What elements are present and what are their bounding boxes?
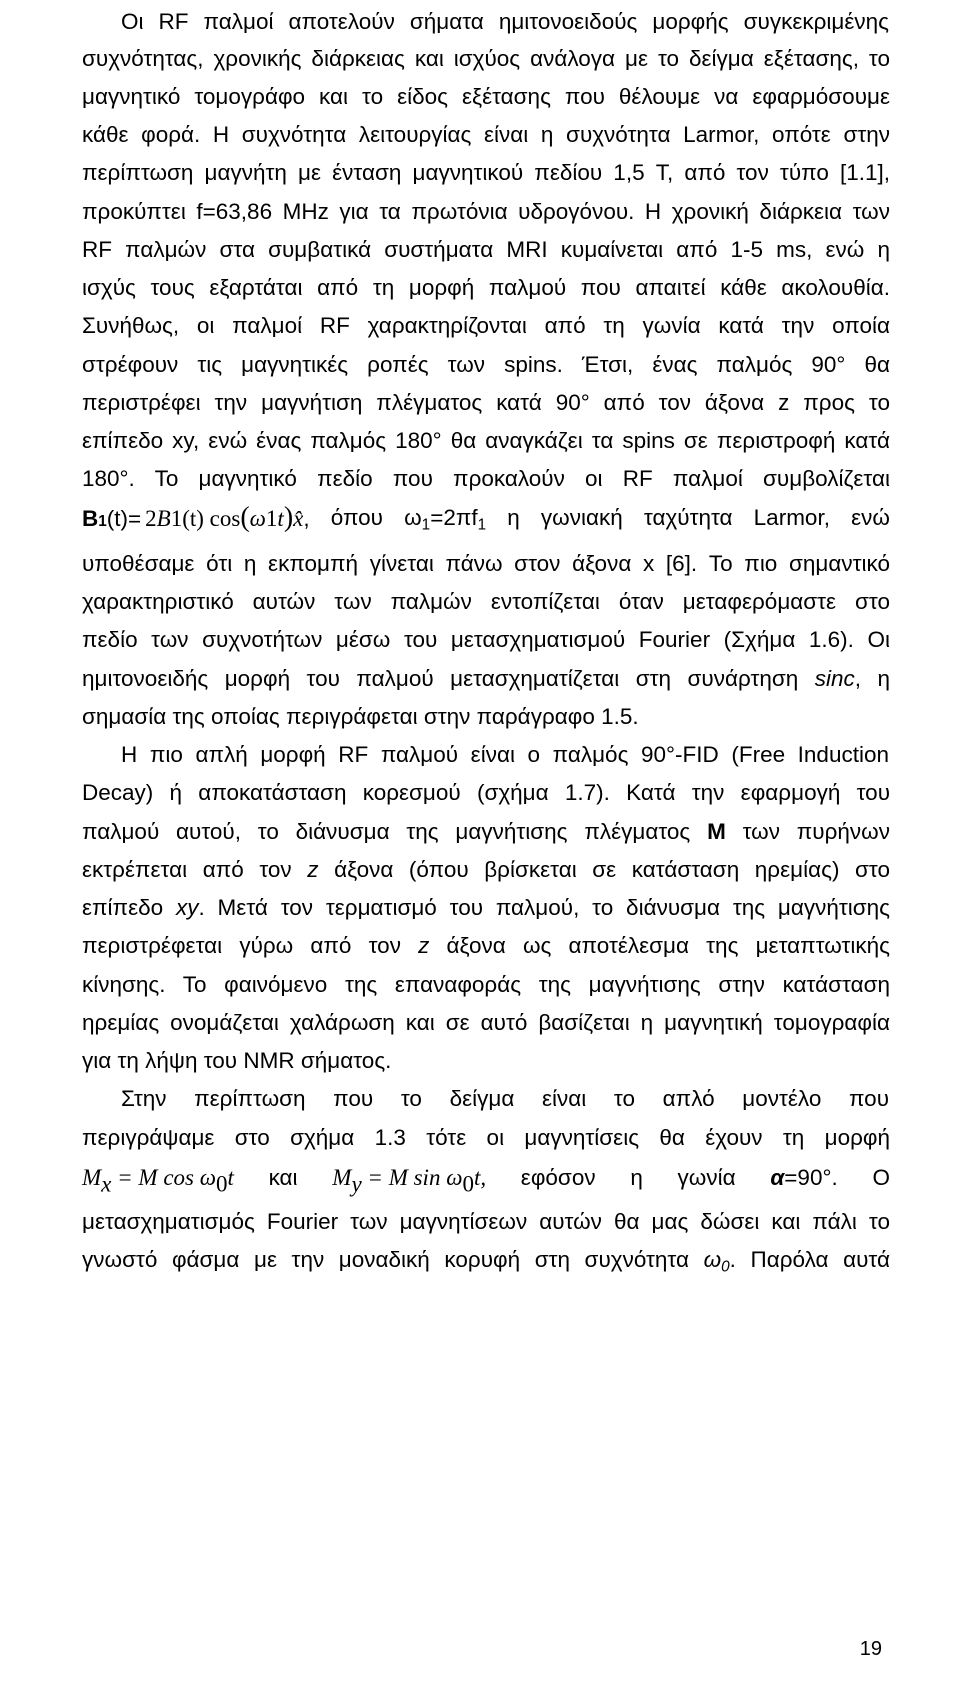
- text-line: εκτρέπεται από τον z άξονα (όπου βρίσκεται σε κατάσταση ηρεμίας) στο: [82, 857, 890, 882]
- formula-line-b1: [82, 498, 890, 538]
- text-line: προκύπτει f=63,86 MHz για τα πρωτόνια υδρογόνου. Η χρονική διάρκεια των: [82, 199, 890, 224]
- text-word: γωνιακή: [540, 505, 623, 530]
- text-line: Συνήθως, οι παλμοί RF χαρακτηρίζονται από τη γωνία κατά την οποία: [82, 313, 890, 338]
- mx-formula: $M_x = M$ $\cos \omega_0t$: [82, 1165, 234, 1197]
- text-line: γνωστό φάσμα με την μοναδική κορυφή στη συχνότητα $\omega_0$. Παρόλα αυτά: [82, 1247, 890, 1276]
- text-word: ενώ: [851, 505, 890, 530]
- text-word: η: [507, 505, 520, 530]
- text-line: RF παλμών στα συμβατικά συστήματα MRI κυμαίνεται από 1-5 ms, ενώ η: [82, 237, 890, 262]
- text-line: Η πιο απλή μορφή RF παλμού είναι ο παλμός 90°-FID (Free Induction: [121, 742, 889, 767]
- alpha-value: α=90°.: [770, 1165, 838, 1190]
- text-word: όπου: [330, 505, 383, 530]
- text-line: επίπεδο xy. Μετά τον τερματισμό του παλμού, το διάνυσμα της μαγνήτισης: [82, 895, 890, 920]
- text-word: η: [630, 1165, 643, 1190]
- text-line: κάθε φορά. Η συχνότητα λειτουργίας είναι η συχνότητα Larmor, οπότε στην: [82, 122, 890, 147]
- text-line: περιγράψαμε στο σχήμα 1.3 τότε οι μαγνητίσεις θα έχουν τη μορφή: [82, 1125, 890, 1150]
- text-line: μετασχηματισμός Fourier των μαγνητίσεων αυτών θα μας δώσει και πάλι το: [82, 1209, 890, 1234]
- formula-line-mxy: [82, 1158, 890, 1198]
- text-line: μαγνητικό τομογράφο και το είδος εξέτασης που θέλουμε να εφαρμόσουμε: [82, 84, 890, 109]
- text-line: πεδίο των συχνοτήτων μέσω του μετασχηματισμού Fourier (Σχήμα 1.6). Οι: [82, 627, 890, 652]
- text-line: ισχύς τους εξαρτάται από τη μορφή παλμού που απαιτεί κάθε ακολουθία.: [82, 275, 890, 300]
- text-line: ηρεμίας ονομάζεται χαλάρωση και σε αυτό βασίζεται η μαγνητική τομογραφία: [82, 1010, 890, 1035]
- text-line: περίπτωση μαγνήτη με ένταση μαγνητικού πεδίου 1,5 T, από τον τύπο [1.1],: [82, 160, 890, 185]
- my-formula: $M_y = M$ $\sin \omega_0t$,: [332, 1165, 487, 1197]
- text-word: γωνία: [677, 1165, 736, 1190]
- text-word: εφόσον: [520, 1165, 596, 1190]
- text-line: υποθέσαμε ότι η εκπομπή γίνεται πάνω στον άξονα x [6]. Το πιο σημαντικό: [82, 551, 890, 576]
- text-word: Larmor,: [753, 505, 830, 530]
- text-line: χαρακτηριστικό αυτών των παλμών εντοπίζεται όταν μεταφερόμαστε στο: [82, 589, 890, 614]
- text-line: παλμού αυτού, το διάνυσμα της μαγνήτισης πλέγματος M των πυρήνων: [82, 819, 890, 844]
- text-line: 180°. Το μαγνητικό πεδίο που προκαλούν οι RF παλμοί συμβολίζεται: [82, 466, 890, 491]
- text-line: Στην περίπτωση που το δείγμα είναι το απλό μοντέλο που: [121, 1086, 889, 1111]
- text-word: και: [268, 1165, 298, 1190]
- text-line: κίνησης. Το φαινόμενο της επαναφοράς της μαγνήτισης στην κατάσταση: [82, 972, 890, 997]
- text-line: Decay) ή αποκατάσταση κορεσμού (σχήμα 1.7). Κατά την εφαρμογή του: [82, 780, 890, 805]
- text-line: για τη λήψη του NMR σήματος.: [82, 1048, 392, 1073]
- text-word: Ο: [872, 1165, 890, 1190]
- text-line: περιστρέφεται γύρω από τον z άξονα ως αποτέλεσμα της μεταπτωτικής: [82, 933, 890, 958]
- text-line: Οι RF παλμοί αποτελούν σήματα ημιτονοειδούς μορφής συγκεκριμένης: [121, 9, 889, 34]
- text-word: ταχύτητα: [643, 505, 733, 530]
- text-line: στρέφουν τις μαγνητικές ροπές των spins. Έτσι, ένας παλμός 90° θα: [82, 352, 890, 377]
- b1-definition: B 1 (t)= 2 B 1 (t) cos ( ω 1 t ) x̂ ,: [82, 501, 310, 533]
- omega-1-definition: $\omega_1=2\pi f_1$: [404, 505, 487, 534]
- text-line: συχνότητας, χρονικής διάρκειας και ισχύος ανάλογα με το δείγμα εξέτασης, το: [82, 46, 890, 71]
- text-line: σημασία της οποίας περιγράφεται στην παράγραφο 1.5.: [82, 704, 639, 729]
- text-line: περιστρέφει την μαγνήτιση πλέγματος κατά 90° από τον άξονα z προς το: [82, 390, 890, 415]
- page-number: 19: [859, 1638, 882, 1660]
- text-line-sinc: ημιτονοειδής μορφή του παλμού μετασχηματίζεται στη συνάρτηση sinc, η: [82, 666, 890, 691]
- text-line: επίπεδο xy, ενώ ένας παλμός 180° θα αναγκάζει τα spins σε περιστροφή κατά: [82, 428, 890, 453]
